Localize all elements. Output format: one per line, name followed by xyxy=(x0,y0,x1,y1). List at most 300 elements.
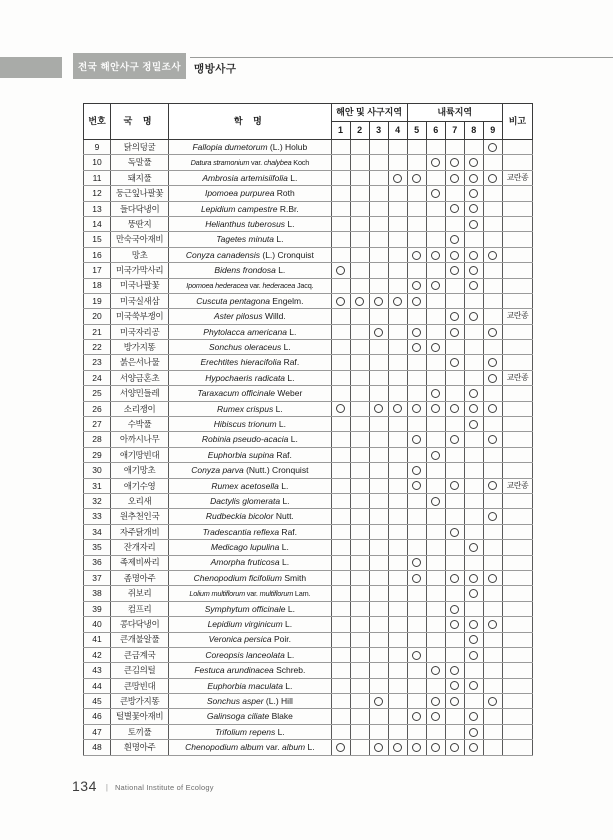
korean-name: 미국나팔꽃 xyxy=(111,278,169,293)
site-presence-cell xyxy=(445,170,464,185)
site-presence-cell xyxy=(331,678,350,693)
remark-cell xyxy=(502,340,532,355)
species-row xyxy=(84,478,533,493)
site-presence-cell xyxy=(426,709,445,724)
species-row xyxy=(84,386,533,401)
species-number: 20 xyxy=(84,309,111,324)
presence-mark-icon xyxy=(412,343,421,352)
table-header xyxy=(84,104,533,140)
site-presence-cell xyxy=(331,694,350,709)
site-presence-cell xyxy=(369,555,388,570)
site-presence-cell xyxy=(331,447,350,462)
presence-mark-icon xyxy=(469,712,478,721)
remark-cell xyxy=(502,324,532,339)
site-presence-cell xyxy=(369,694,388,709)
site-presence-cell xyxy=(350,370,369,385)
remark-cell xyxy=(502,247,532,262)
site-col-4: 4 xyxy=(388,122,407,140)
scientific-name: Lepidium virginicum L. xyxy=(169,617,331,632)
site-presence-cell xyxy=(426,740,445,755)
site-presence-cell xyxy=(426,247,445,262)
presence-mark-icon xyxy=(412,404,421,413)
site-col-5: 5 xyxy=(407,122,426,140)
korean-name: 애기땅빈대 xyxy=(111,447,169,462)
presence-mark-icon xyxy=(469,220,478,229)
presence-mark-icon xyxy=(412,281,421,290)
species-row xyxy=(84,247,533,262)
site-presence-cell xyxy=(369,493,388,508)
site-presence-cell xyxy=(464,186,483,201)
report-title: 전국 해안사구 정밀조사 xyxy=(77,62,182,73)
site-presence-cell xyxy=(331,216,350,231)
korean-name: 좀명아주 xyxy=(111,570,169,585)
presence-mark-icon xyxy=(488,374,497,383)
site-presence-cell xyxy=(426,463,445,478)
site-presence-cell xyxy=(464,340,483,355)
site-presence-cell xyxy=(369,417,388,432)
presence-mark-icon xyxy=(488,328,497,337)
species-row xyxy=(84,340,533,355)
species-number: 44 xyxy=(84,678,111,693)
species-row xyxy=(84,463,533,478)
site-presence-cell xyxy=(445,247,464,262)
site-presence-cell xyxy=(426,309,445,324)
site-presence-cell xyxy=(350,540,369,555)
site-presence-cell xyxy=(369,140,388,155)
presence-mark-icon xyxy=(469,651,478,660)
header-left-bar xyxy=(0,57,62,78)
presence-mark-icon xyxy=(450,620,459,629)
site-presence-cell xyxy=(407,478,426,493)
species-table xyxy=(83,103,533,756)
scientific-name: Lepidium campestre R.Br. xyxy=(169,201,331,216)
site-presence-cell xyxy=(388,586,407,601)
remark-cell xyxy=(502,355,532,370)
korean-name: 수박풀 xyxy=(111,417,169,432)
site-presence-cell xyxy=(464,232,483,247)
site-presence-cell xyxy=(464,555,483,570)
site-presence-cell xyxy=(426,540,445,555)
site-presence-cell xyxy=(483,355,502,370)
site-presence-cell xyxy=(350,447,369,462)
site-presence-cell xyxy=(369,247,388,262)
korean-name: 쥐보리 xyxy=(111,586,169,601)
site-presence-cell xyxy=(426,663,445,678)
site-presence-cell xyxy=(445,155,464,170)
site-presence-cell xyxy=(350,232,369,247)
site-presence-cell xyxy=(464,540,483,555)
species-number: 25 xyxy=(84,386,111,401)
site-presence-cell xyxy=(464,663,483,678)
site-presence-cell xyxy=(426,170,445,185)
presence-mark-icon xyxy=(469,389,478,398)
scientific-name: Datura stramonium var. chalybea Koch xyxy=(169,155,331,170)
site-presence-cell xyxy=(407,540,426,555)
site-presence-cell xyxy=(445,617,464,632)
korean-name: 뚱딴지 xyxy=(111,216,169,231)
species-number: 30 xyxy=(84,463,111,478)
site-presence-cell xyxy=(350,432,369,447)
site-presence-cell xyxy=(369,432,388,447)
scientific-name: Phytolacca americana L. xyxy=(169,324,331,339)
presence-mark-icon xyxy=(469,681,478,690)
scientific-name: Cuscuta pentagona Engelm. xyxy=(169,293,331,308)
site-presence-cell xyxy=(369,263,388,278)
site-presence-cell xyxy=(331,263,350,278)
site-presence-cell xyxy=(407,247,426,262)
scientific-name: Erechtites hieracifolia Raf. xyxy=(169,355,331,370)
remark-cell: 교란종 xyxy=(502,309,532,324)
presence-mark-icon xyxy=(412,466,421,475)
site-presence-cell xyxy=(445,601,464,616)
presence-mark-icon xyxy=(412,328,421,337)
species-number: 47 xyxy=(84,724,111,739)
site-presence-cell xyxy=(483,447,502,462)
presence-mark-icon xyxy=(450,666,459,675)
site-presence-cell xyxy=(331,201,350,216)
presence-mark-icon xyxy=(393,297,402,306)
site-presence-cell xyxy=(350,586,369,601)
site-presence-cell xyxy=(407,740,426,755)
scientific-name: Robinia pseudo-acacia L. xyxy=(169,432,331,447)
remark-cell xyxy=(502,540,532,555)
species-row xyxy=(84,555,533,570)
korean-name: 만숙국아재비 xyxy=(111,232,169,247)
site-presence-cell xyxy=(426,324,445,339)
presence-mark-icon xyxy=(374,328,383,337)
remark-cell xyxy=(502,278,532,293)
presence-mark-icon xyxy=(393,174,402,183)
site-presence-cell xyxy=(483,555,502,570)
species-number: 13 xyxy=(84,201,111,216)
presence-mark-icon xyxy=(450,358,459,367)
col-group-coastal-dune: 해안 및 사구지역 xyxy=(331,104,407,122)
site-presence-cell xyxy=(388,370,407,385)
remark-cell: 교란종 xyxy=(502,170,532,185)
site-presence-cell xyxy=(464,617,483,632)
site-presence-cell xyxy=(426,601,445,616)
site-presence-cell xyxy=(483,740,502,755)
species-number: 23 xyxy=(84,355,111,370)
site-presence-cell xyxy=(445,186,464,201)
scientific-name: Ipomoea purpurea Roth xyxy=(169,186,331,201)
presence-mark-icon xyxy=(431,743,440,752)
scientific-name: Medicago lupulina L. xyxy=(169,540,331,555)
site-presence-cell xyxy=(388,155,407,170)
site-presence-cell xyxy=(388,463,407,478)
site-presence-cell xyxy=(407,586,426,601)
site-presence-cell xyxy=(426,432,445,447)
site-presence-cell xyxy=(483,540,502,555)
site-presence-cell xyxy=(407,447,426,462)
site-presence-cell xyxy=(483,709,502,724)
site-presence-cell xyxy=(407,632,426,647)
remark-cell xyxy=(502,740,532,755)
site-presence-cell xyxy=(369,278,388,293)
page-footer xyxy=(72,778,214,794)
korean-name: 닭의덩굴 xyxy=(111,140,169,155)
site-presence-cell xyxy=(426,370,445,385)
site-presence-cell xyxy=(483,370,502,385)
site-presence-cell xyxy=(369,601,388,616)
presence-mark-icon xyxy=(488,358,497,367)
site-presence-cell xyxy=(350,340,369,355)
presence-mark-icon xyxy=(469,281,478,290)
site-presence-cell xyxy=(464,724,483,739)
remark-cell xyxy=(502,678,532,693)
species-number: 28 xyxy=(84,432,111,447)
presence-mark-icon xyxy=(336,297,345,306)
site-presence-cell xyxy=(350,401,369,416)
remark-cell xyxy=(502,447,532,462)
presence-mark-icon xyxy=(450,251,459,260)
site-presence-cell xyxy=(388,678,407,693)
site-presence-cell xyxy=(388,263,407,278)
scientific-name: Sonchus oleraceus L. xyxy=(169,340,331,355)
korean-name: 둥근잎나팔꽃 xyxy=(111,186,169,201)
site-presence-cell xyxy=(464,509,483,524)
species-number: 41 xyxy=(84,632,111,647)
species-row xyxy=(84,401,533,416)
site-presence-cell xyxy=(350,263,369,278)
site-presence-cell xyxy=(407,663,426,678)
site-presence-cell xyxy=(445,524,464,539)
korean-name: 방가지똥 xyxy=(111,340,169,355)
korean-name: 애기망초 xyxy=(111,463,169,478)
presence-mark-icon xyxy=(412,297,421,306)
site-presence-cell xyxy=(350,493,369,508)
presence-mark-icon xyxy=(469,312,478,321)
site-presence-cell xyxy=(350,617,369,632)
species-row xyxy=(84,694,533,709)
presence-mark-icon xyxy=(412,712,421,721)
site-presence-cell xyxy=(388,601,407,616)
scientific-name: Chenopodium ficifolium Smith xyxy=(169,570,331,585)
species-row xyxy=(84,493,533,508)
species-number: 29 xyxy=(84,447,111,462)
presence-mark-icon xyxy=(488,251,497,260)
site-presence-cell xyxy=(369,524,388,539)
site-presence-cell xyxy=(483,170,502,185)
presence-mark-icon xyxy=(469,404,478,413)
species-row xyxy=(84,170,533,185)
site-presence-cell xyxy=(388,663,407,678)
site-presence-cell xyxy=(464,478,483,493)
site-presence-cell xyxy=(350,463,369,478)
scientific-name: Tagetes minuta L. xyxy=(169,232,331,247)
species-row xyxy=(84,263,533,278)
presence-mark-icon xyxy=(469,574,478,583)
species-row xyxy=(84,140,533,155)
species-row xyxy=(84,447,533,462)
species-row xyxy=(84,216,533,231)
site-presence-cell xyxy=(331,724,350,739)
scientific-name: Lolium multiflorum var. multiflorum Lam. xyxy=(169,586,331,601)
site-presence-cell xyxy=(388,201,407,216)
site-presence-cell xyxy=(407,186,426,201)
korean-name: 큰금계국 xyxy=(111,647,169,662)
korean-name: 족제비싸리 xyxy=(111,555,169,570)
species-row xyxy=(84,232,533,247)
site-presence-cell xyxy=(464,309,483,324)
site-presence-cell xyxy=(426,524,445,539)
site-presence-cell xyxy=(331,232,350,247)
site-presence-cell xyxy=(407,278,426,293)
col-group-inland: 내륙지역 xyxy=(407,104,502,122)
site-presence-cell xyxy=(483,493,502,508)
korean-name: 미국쑥부쟁이 xyxy=(111,309,169,324)
presence-mark-icon xyxy=(450,328,459,337)
species-row xyxy=(84,601,533,616)
site-presence-cell xyxy=(388,340,407,355)
site-presence-cell xyxy=(483,647,502,662)
site-presence-cell xyxy=(426,278,445,293)
species-number: 37 xyxy=(84,570,111,585)
site-presence-cell xyxy=(369,540,388,555)
site-col-1: 1 xyxy=(331,122,350,140)
site-presence-cell xyxy=(369,617,388,632)
site-presence-cell xyxy=(350,647,369,662)
site-presence-cell xyxy=(331,324,350,339)
site-presence-cell xyxy=(426,355,445,370)
site-presence-cell xyxy=(445,463,464,478)
remark-cell xyxy=(502,432,532,447)
species-number: 18 xyxy=(84,278,111,293)
site-presence-cell xyxy=(426,417,445,432)
presence-mark-icon xyxy=(469,620,478,629)
site-presence-cell xyxy=(483,570,502,585)
site-presence-cell xyxy=(369,186,388,201)
site-presence-cell xyxy=(426,647,445,662)
site-presence-cell xyxy=(464,647,483,662)
scientific-name: Amorpha fruticosa L. xyxy=(169,555,331,570)
species-number: 42 xyxy=(84,647,111,662)
presence-mark-icon xyxy=(488,174,497,183)
site-presence-cell xyxy=(483,140,502,155)
site-presence-cell xyxy=(445,447,464,462)
header-rule xyxy=(190,57,613,58)
site-presence-cell xyxy=(350,555,369,570)
scientific-name: Ambrosia artemisiifolia L. xyxy=(169,170,331,185)
site-presence-cell xyxy=(426,216,445,231)
site-presence-cell xyxy=(483,278,502,293)
site-presence-cell xyxy=(369,170,388,185)
site-presence-cell xyxy=(369,370,388,385)
species-row xyxy=(84,309,533,324)
site-presence-cell xyxy=(445,586,464,601)
scientific-name: Helianthus tuberosus L. xyxy=(169,216,331,231)
site-presence-cell xyxy=(369,309,388,324)
site-presence-cell xyxy=(331,555,350,570)
korean-name: 미국가막사리 xyxy=(111,263,169,278)
site-presence-cell xyxy=(464,524,483,539)
footer-divider: | xyxy=(105,782,108,792)
site-presence-cell xyxy=(445,216,464,231)
presence-mark-icon xyxy=(450,312,459,321)
site-presence-cell xyxy=(426,724,445,739)
site-presence-cell xyxy=(464,263,483,278)
site-col-9: 9 xyxy=(483,122,502,140)
site-presence-cell xyxy=(407,263,426,278)
species-number: 21 xyxy=(84,324,111,339)
site-presence-cell xyxy=(407,463,426,478)
site-presence-cell xyxy=(331,186,350,201)
species-row xyxy=(84,417,533,432)
site-presence-cell xyxy=(388,324,407,339)
presence-mark-icon xyxy=(336,404,345,413)
site-presence-cell xyxy=(388,293,407,308)
site-presence-cell xyxy=(407,293,426,308)
site-presence-cell xyxy=(426,555,445,570)
site-presence-cell xyxy=(350,524,369,539)
site-presence-cell xyxy=(350,293,369,308)
site-presence-cell xyxy=(464,601,483,616)
site-presence-cell xyxy=(407,709,426,724)
korean-name: 큰김의털 xyxy=(111,663,169,678)
site-presence-cell xyxy=(426,140,445,155)
site-presence-cell xyxy=(369,509,388,524)
site-presence-cell xyxy=(445,709,464,724)
site-presence-cell xyxy=(388,555,407,570)
site-presence-cell xyxy=(483,186,502,201)
presence-mark-icon xyxy=(374,297,383,306)
presence-mark-icon xyxy=(336,266,345,275)
presence-mark-icon xyxy=(374,404,383,413)
presence-mark-icon xyxy=(469,251,478,260)
presence-mark-icon xyxy=(450,158,459,167)
species-row xyxy=(84,740,533,755)
korean-name: 붉은서나물 xyxy=(111,355,169,370)
site-presence-cell xyxy=(369,216,388,231)
site-presence-cell xyxy=(331,740,350,755)
site-presence-cell xyxy=(369,740,388,755)
korean-name: 소리쟁이 xyxy=(111,401,169,416)
remark-cell xyxy=(502,401,532,416)
site-presence-cell xyxy=(483,632,502,647)
site-presence-cell xyxy=(331,647,350,662)
site-presence-cell xyxy=(445,324,464,339)
site-presence-cell xyxy=(350,632,369,647)
site-presence-cell xyxy=(388,724,407,739)
species-number: 39 xyxy=(84,601,111,616)
presence-mark-icon xyxy=(431,343,440,352)
scientific-name: Ipomoea hederacea var. hederacea Jacq. xyxy=(169,278,331,293)
site-presence-cell xyxy=(369,678,388,693)
presence-mark-icon xyxy=(374,743,383,752)
presence-mark-icon xyxy=(450,605,459,614)
site-presence-cell xyxy=(464,278,483,293)
remark-cell xyxy=(502,647,532,662)
species-number: 46 xyxy=(84,709,111,724)
site-presence-cell xyxy=(445,555,464,570)
site-presence-cell xyxy=(369,647,388,662)
species-row xyxy=(84,324,533,339)
site-presence-cell xyxy=(464,709,483,724)
korean-name: 망초 xyxy=(111,247,169,262)
species-number: 31 xyxy=(84,478,111,493)
remark-cell xyxy=(502,663,532,678)
presence-mark-icon xyxy=(412,481,421,490)
site-presence-cell xyxy=(426,447,445,462)
site-presence-cell xyxy=(426,232,445,247)
site-presence-cell xyxy=(483,216,502,231)
species-number: 33 xyxy=(84,509,111,524)
species-number: 14 xyxy=(84,216,111,231)
site-presence-cell xyxy=(331,401,350,416)
site-presence-cell xyxy=(445,509,464,524)
scientific-name: Veronica persica Poir. xyxy=(169,632,331,647)
scientific-name: Coreopsis lanceolata L. xyxy=(169,647,331,662)
